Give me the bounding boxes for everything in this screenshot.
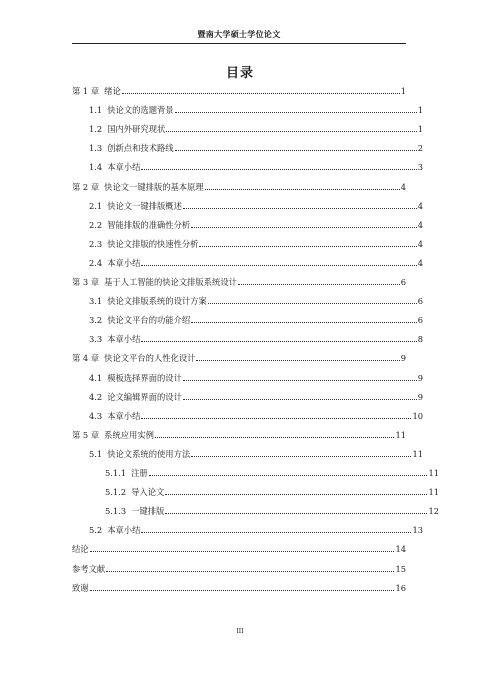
toc-entry-page: 11 [428, 487, 439, 498]
toc-entry-number: 第 4 章 [72, 353, 100, 364]
toc-entry[interactable] [72, 409, 423, 421]
dot-leader [191, 227, 417, 228]
dot-leader [238, 284, 400, 285]
toc-entry-page: 9 [417, 372, 423, 383]
dot-leader [165, 494, 427, 495]
toc-entry-number: 3.2 [89, 315, 103, 326]
toc-entry-label: 本章小结 [107, 334, 141, 345]
toc-entry-label: 论文编辑界面的设计 [107, 391, 182, 402]
toc-entry-label: 快论文一键排版概述 [107, 200, 182, 211]
toc-entry-page: 4 [417, 257, 423, 268]
toc-entry-label: 系统应用实例 [104, 429, 154, 440]
toc-entry-number: 2.1 [89, 200, 103, 211]
toc-entry-label: 结论 [72, 544, 89, 555]
toc-entry[interactable] [72, 466, 439, 478]
toc-entry[interactable] [72, 122, 423, 134]
toc-title: 目录 [225, 66, 254, 81]
toc-entry-page: 16 [395, 582, 406, 593]
toc-entry[interactable] [72, 199, 423, 211]
toc-entry-label: 导入论文 [131, 487, 165, 498]
toc-entry-label: 一键排版 [131, 506, 165, 517]
toc-entry-page: 6 [417, 296, 423, 307]
toc-entry-number: 5.1.3 [105, 506, 127, 517]
toc-entry-number: 3.1 [89, 296, 103, 307]
dot-leader [141, 265, 416, 266]
toc-entry-page: 2 [417, 143, 423, 154]
toc-entry[interactable] [72, 294, 423, 306]
toc-entry-label: 快论文排版系统的设计方案 [107, 296, 207, 307]
toc-entry-page: 4 [400, 181, 406, 192]
dot-leader [149, 475, 428, 476]
toc-entry-page: 13 [412, 525, 423, 536]
dot-leader [90, 590, 395, 591]
toc-entry-page: 8 [417, 334, 423, 345]
toc-entry-number: 第 3 章 [72, 277, 100, 287]
toc-entry-number: 第 5 章 [72, 429, 100, 440]
toc-entry-label: 绪论 [104, 86, 121, 96]
dot-leader [155, 437, 394, 438]
toc-entry-label: 快论文平台的人性化设计 [104, 353, 196, 364]
toc-entry-number: 1.4 [89, 162, 103, 173]
toc-entry-page: 9 [417, 391, 423, 402]
toc-entry-page: 4 [417, 219, 423, 230]
dot-leader [90, 551, 395, 552]
toc-entry-number: 4.2 [89, 391, 103, 402]
toc-entry-page: 11 [412, 448, 423, 459]
page-number: III [236, 628, 244, 635]
toc-entry-page: 6 [417, 315, 423, 326]
toc-entry-number: 5.2 [89, 525, 103, 536]
toc-entry-number: 2.4 [89, 257, 103, 268]
dot-leader [175, 112, 417, 113]
dot-leader [191, 322, 417, 323]
toc-entry-label: 智能排版的准确性分析 [107, 219, 191, 230]
toc-entry-number: 5.1.2 [105, 487, 127, 498]
toc-entry[interactable] [72, 332, 423, 344]
toc-entry-number: 1.3 [89, 143, 103, 154]
dot-leader [183, 380, 417, 381]
dot-leader [166, 131, 416, 132]
dot-leader [106, 571, 394, 572]
toc-entry[interactable] [72, 237, 423, 249]
toc-entry-label: 注册 [131, 468, 148, 478]
dot-leader [165, 513, 427, 514]
toc-entry-page: 4 [417, 200, 423, 211]
dot-leader [122, 93, 400, 94]
toc-entry[interactable] [72, 84, 406, 96]
toc-entry-number: 2.3 [89, 238, 103, 249]
dot-leader [199, 246, 416, 247]
toc-entry[interactable] [72, 485, 439, 497]
dot-leader [141, 532, 411, 533]
running-header: 暨南大学硕士学位论文 [197, 30, 281, 39]
toc-entry-page: 11 [395, 429, 406, 440]
toc-entry-label: 国内外研究现状 [107, 124, 166, 135]
toc-entry-label: 快论文排版的快速性分析 [107, 238, 199, 249]
dot-leader [191, 456, 411, 457]
toc-entry-label: 快论文一键排版的基本原理 [104, 181, 204, 192]
toc-entry-number: 2.2 [89, 219, 103, 230]
toc-entry-page: 3 [417, 162, 423, 173]
toc-entry[interactable] [72, 542, 406, 554]
toc-entry[interactable] [72, 581, 406, 593]
toc-entry-label: 快论文的选题背景 [107, 105, 174, 116]
dot-leader [183, 399, 417, 400]
toc-entry-page: 1 [417, 124, 423, 135]
toc-entry[interactable] [72, 256, 423, 268]
toc-entry[interactable] [72, 562, 406, 574]
toc-entry[interactable] [72, 103, 423, 115]
toc-entry-page: 14 [395, 544, 406, 555]
toc-entry[interactable] [72, 390, 423, 402]
toc-entry-label: 参考文献 [72, 563, 106, 574]
toc-entry-label: 基于人工智能的快论文排版系统设计 [104, 277, 237, 287]
dot-leader [141, 341, 416, 342]
toc-entry-number: 4.1 [89, 372, 103, 383]
toc-entry-label: 本章小结 [107, 525, 141, 536]
toc-entry-page: 6 [400, 277, 406, 287]
dot-leader [175, 150, 417, 151]
toc-entry-number: 1.2 [89, 124, 103, 135]
toc-entry-label: 模板选择界面的设计 [107, 372, 182, 383]
toc-entry[interactable] [72, 428, 406, 440]
toc-entry[interactable] [72, 504, 439, 516]
toc-entry[interactable] [72, 141, 423, 153]
toc-entry-page: 11 [428, 468, 439, 478]
toc-entry[interactable] [72, 523, 423, 535]
toc-entry[interactable] [72, 180, 406, 192]
toc-entry[interactable] [72, 313, 423, 325]
toc-entry[interactable] [72, 275, 406, 287]
toc-entry-label: 本章小结 [107, 162, 141, 173]
toc-entry-label: 快论文系统的使用方法 [107, 448, 191, 459]
toc-entry-label: 本章小结 [107, 257, 141, 268]
toc-entry-label: 快论文平台的功能介绍 [107, 315, 191, 326]
toc-entry[interactable] [72, 447, 423, 459]
toc-entry-page: 4 [417, 238, 423, 249]
toc-entry-number: 第 1 章 [72, 86, 100, 96]
toc-entry[interactable] [72, 351, 406, 363]
toc-entry-label: 本章小结 [107, 410, 141, 421]
toc-entry-label: 创新点和技术路线 [107, 143, 174, 154]
dot-leader [208, 303, 417, 304]
toc-entry-page: 15 [395, 563, 406, 574]
toc-entry-number: 4.3 [89, 410, 103, 421]
toc-entry-page: 12 [428, 506, 439, 517]
toc-entry-page: 10 [412, 410, 423, 421]
dot-leader [183, 208, 417, 209]
toc-entry-number: 第 2 章 [72, 181, 100, 192]
dot-leader [141, 418, 411, 419]
dot-leader [196, 360, 399, 361]
header-rule [72, 43, 406, 44]
toc-entry-page: 9 [400, 353, 406, 364]
toc-entry-page: 1 [400, 86, 406, 96]
toc-entry[interactable] [72, 218, 423, 230]
toc-entry-number: 5.1.1 [105, 468, 127, 478]
toc-entry[interactable] [72, 371, 423, 383]
toc-entry-page: 1 [417, 105, 423, 116]
toc-entry-number: 1.1 [89, 105, 103, 116]
toc-entry-label: 致谢 [72, 582, 89, 593]
toc-entry-number: 3.3 [89, 334, 103, 345]
dot-leader [205, 189, 400, 190]
dot-leader [141, 169, 416, 170]
toc-entry[interactable] [72, 160, 423, 172]
toc-entry-number: 5.1 [89, 448, 103, 459]
